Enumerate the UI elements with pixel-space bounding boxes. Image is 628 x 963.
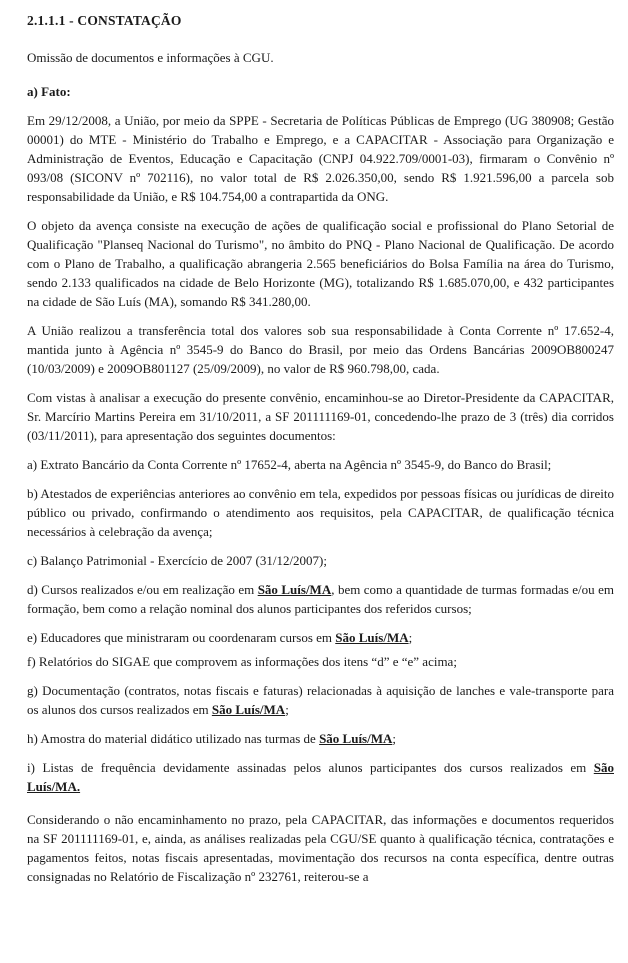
block-item-b [27, 484, 614, 541]
text-run: ; [392, 731, 397, 746]
section-title: 2.1.1.1 - CONSTATAÇÃO [27, 13, 182, 28]
text-run: h) Amostra do material didático utilizado nas turmas de [27, 731, 320, 746]
text-run: c) Balanço Patrimonial - Exercício de 2007 (31/12/2007); [27, 553, 327, 568]
emphasis-sao-luis: São Luís/MA [335, 630, 409, 645]
text-run: g) Documentação (contratos, notas fiscais e faturas) relacionadas à aquisição de lanches e vale-transporte para os alunos dos cursos realizados em [27, 683, 614, 717]
text-run: i) Listas de frequência devidamente assinadas pelos alunos participantes dos cursos realizados em [27, 760, 594, 775]
document-blocks [27, 111, 614, 886]
text-run: Considerando o não encaminhamento no prazo, pela CAPACITAR, das informações e documentos requeridos na SF 201111169-01, e, ainda, as análises realizadas pela CGU/SE quanto à qualificação técnica, contratações e pagamentos feitos, notas fiscais apresentadas, movimentação dos recursos na conta específica, dentre outras consignadas no Relatório de Fiscalização nº 232761, reiterou-se a [27, 812, 614, 884]
emphasis-sao-luis: São Luís/MA [211, 702, 286, 717]
text-run: ; [285, 702, 289, 717]
text-run: d) Cursos realizados e/ou em realização em [27, 582, 258, 597]
text-run: O objeto da avença consiste na execução de ações de qualificação social e profissional do Plano Setorial de Qualificação "Planseq Nacional do Turismo", no âmbito do PNQ - Plano Nacional de Qualificação. De acordo com o Plano de Trabalho, a qualificação abrangeria 2.565 beneficiários do Bolsa Família na área do Turismo, sendo 2.133 qualificados na cidade de Belo Horizonte (MG), totalizando R$ 1.685.070,00, e 432 participantes na cidade de São Luís (MA), somando R$ 341.280,00. [27, 218, 614, 309]
block-item-d [27, 580, 614, 618]
fact-label: a) Fato: [27, 84, 71, 99]
block-paragraph-object [27, 216, 614, 311]
text-run: , bem como a quantidade de turmas formadas e/ou em formação, bem como a relação nominal dos alunos participantes dos referidos cursos; [27, 582, 614, 616]
text-run: Em 29/12/2008, a União, por meio da SPPE - Secretaria de Políticas Públicas de Emprego (UG 380908; Gestão 00001) do MTE - Ministério do Trabalho e Emprego, e a CAPACITAR - Associação para Organização e Administração de Eventos, Educação e Capacitação (CNPJ 04.922.709/0001-03), firmaram o Convênio nº 093/08 (SICONV nº 702116), no valor total de R$ 2.026.350,00, sendo R$ 1.921.596,00 a parcela sob responsabilidade da União, e R$ 104.754,00 a contrapartida da ONG. [27, 113, 614, 204]
block-item-a [27, 455, 614, 474]
text-run: ; [408, 630, 413, 645]
block-paragraph-conclusion [27, 810, 614, 886]
block-paragraph-transfer [27, 321, 614, 378]
block-item-g [27, 681, 614, 719]
block-item-f [27, 652, 614, 671]
block-item-e [27, 628, 614, 647]
block-paragraph-request [27, 388, 614, 445]
text-run: a) Extrato Bancário da Conta Corrente nº 17652-4, aberta na Agência nº 3545-9, do Banco do Brasil; [27, 457, 552, 472]
text-run: A União realizou a transferência total dos valores sob sua responsabilidade à Conta Corrente nº 17.652-4, mantida junto à Agência nº 3545-9 do Banco do Brasil, por meio das Ordens Bancárias 2009OB800247 (10/03/2009) e 2009OB801127 (25/09/2009), no valor de R$ 960.798,00, cada. [27, 323, 614, 376]
finding-summary: Omissão de documentos e informações à CGU. [27, 50, 274, 65]
text-run: f) Relatórios do SIGAE que comprovem as informações dos itens “d” e “e” acima; [27, 654, 457, 669]
emphasis-sao-luis: São Luís/MA. [27, 760, 614, 794]
text-run: e) Educadores que ministraram ou coordenaram cursos em [27, 630, 336, 645]
block-item-i [27, 758, 614, 796]
emphasis-sao-luis: São Luís/MA [257, 582, 332, 597]
emphasis-sao-luis: São Luís/MA [319, 731, 393, 746]
text-run: b) Atestados de experiências anteriores ao convênio em tela, expedidos por pessoas físicas ou jurídicas de direito público ou privado, confirmando o atendimento aos requisitos, pela CAPACITAR, de qualificação técnica necessários à celebração da avença; [27, 486, 614, 539]
text-run: Com vistas à analisar a execução do presente convênio, encaminhou-se ao Diretor-Presidente da CAPACITAR, Sr. Marcírio Martins Pereira em 31/10/2011, a SF 201111169-01, concedendo-lhe prazo de 3 (três) dia corridos (03/11/2011), para apresentação dos seguintes documentos: [27, 390, 614, 443]
block-item-h [27, 729, 614, 748]
block-item-c [27, 551, 614, 570]
block-paragraph-agreement [27, 111, 614, 206]
